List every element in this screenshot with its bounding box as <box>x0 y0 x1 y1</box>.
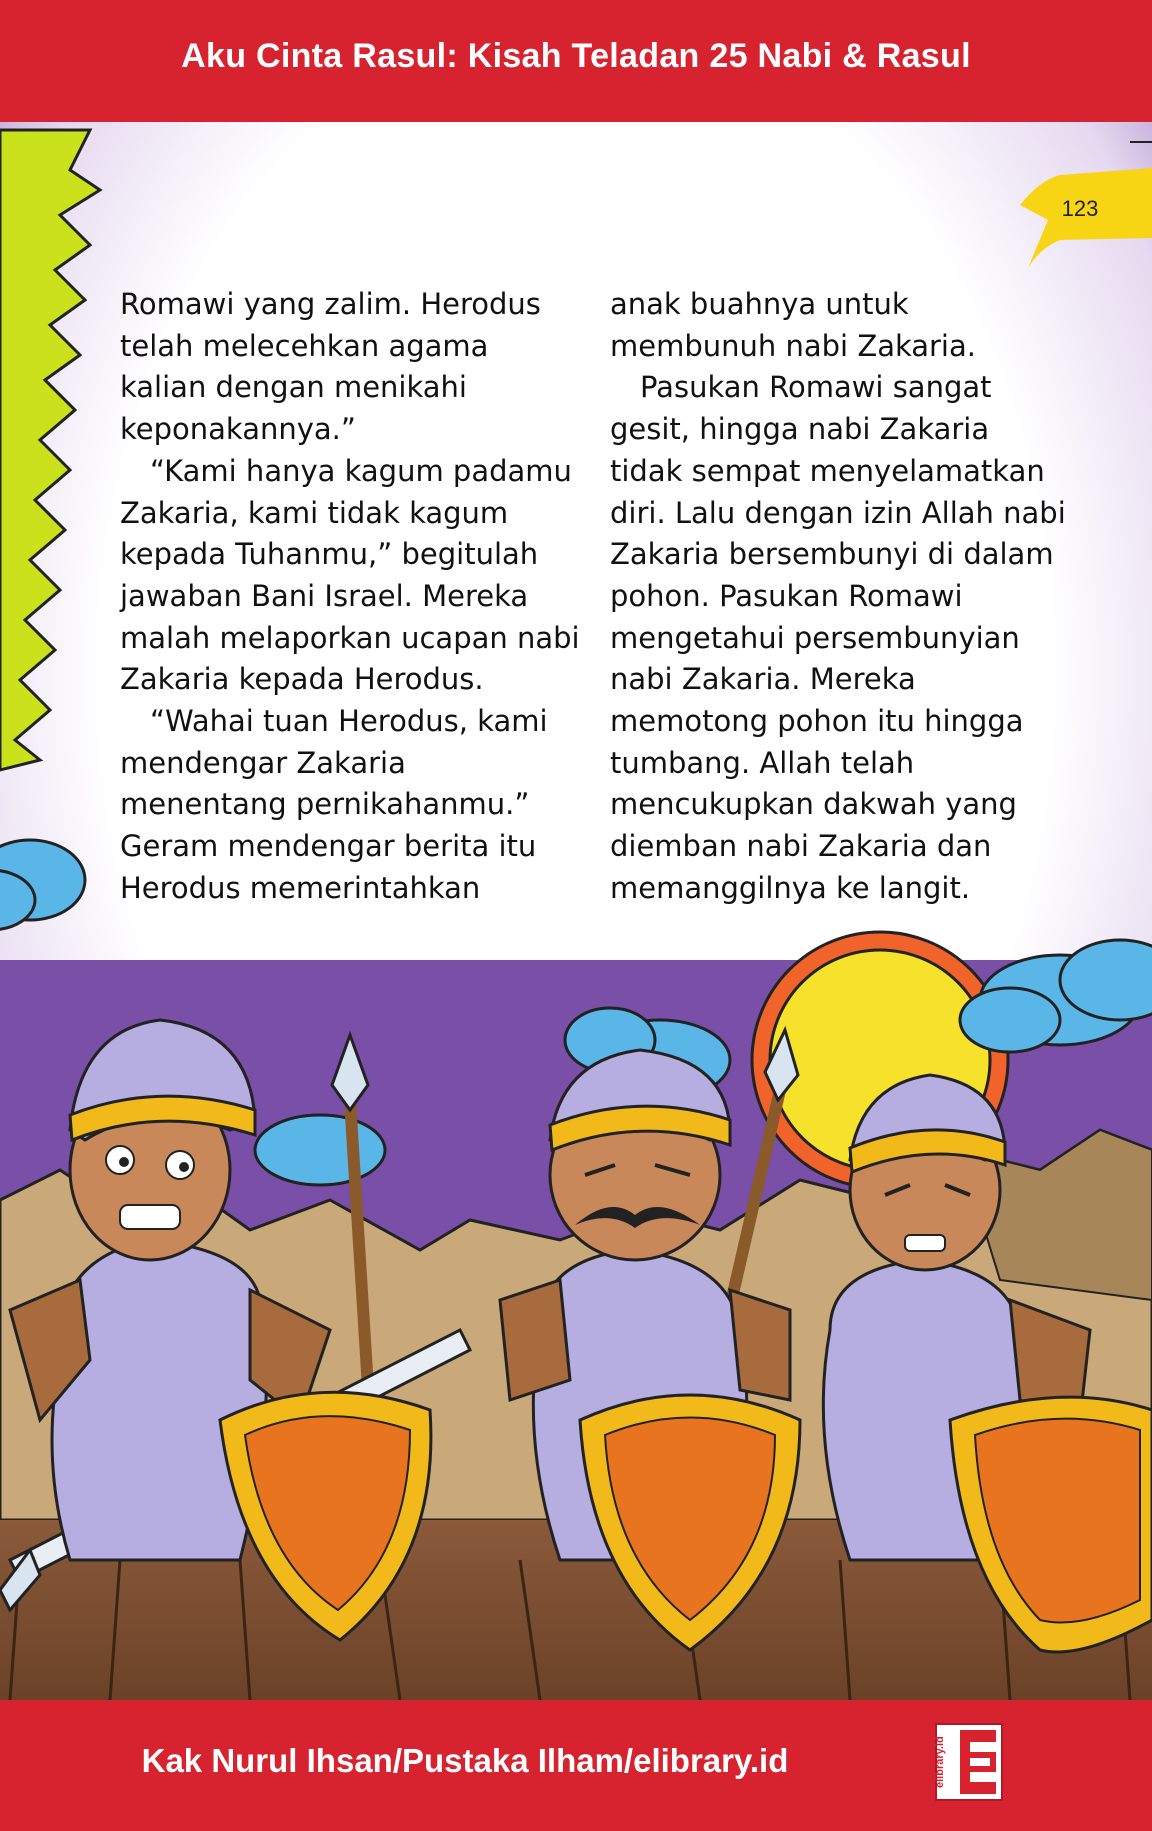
author-credit: Kak Nurul Ihsan/Pustaka Ilham/elibrary.id <box>141 1742 789 1779</box>
book-title: Aku Cinta Rasul: Kisah Teladan 25 Nabi & Rasul <box>181 36 971 75</box>
text-column-left <box>120 284 580 910</box>
footer-bar <box>0 1700 1152 1831</box>
paragraph: “Kami hanya kagum padamu Zakaria, kami tidak kagum kepada Tuhanmu,” begitulah jawaban Bani Israel. Mereka malah melaporkan ucapan nabi Zakaria kepada Herodus. <box>120 453 580 697</box>
paragraph: anak buahnya untuk membunuh nabi Zakaria. <box>610 287 976 363</box>
cloud-mid <box>255 1115 385 1185</box>
header-bar <box>0 0 1152 122</box>
paragraph: Romawi yang zalim. Herodus telah melecehkan agama kalian dengan menikahi keponakannya.” <box>120 287 541 447</box>
logo-label: elibrary.id <box>934 1736 946 1788</box>
paragraph: Pasukan Romawi sangat gesit, hingga nabi Zakaria tidak sempat menyelamatkan diri. Lalu dengan izin Allah nabi Zakaria bersembunyi di dalam pohon. Pasukan Romawi mengetahui persembunyian nabi Zakaria. Mereka memotong pohon itu hingga tumbang. Allah telah mencukupkan dakwah yang diemban nabi Zakaria dan memanggilnya ke langit. <box>610 370 1066 905</box>
paragraph: “Wahai tuan Herodus, kami mendengar Zakaria menentang pernikahanmu.” Geram mendengar berita itu Herodus memerintahkan <box>120 704 548 905</box>
page-number: 123 <box>1061 196 1099 221</box>
text-column-right <box>610 284 1070 910</box>
